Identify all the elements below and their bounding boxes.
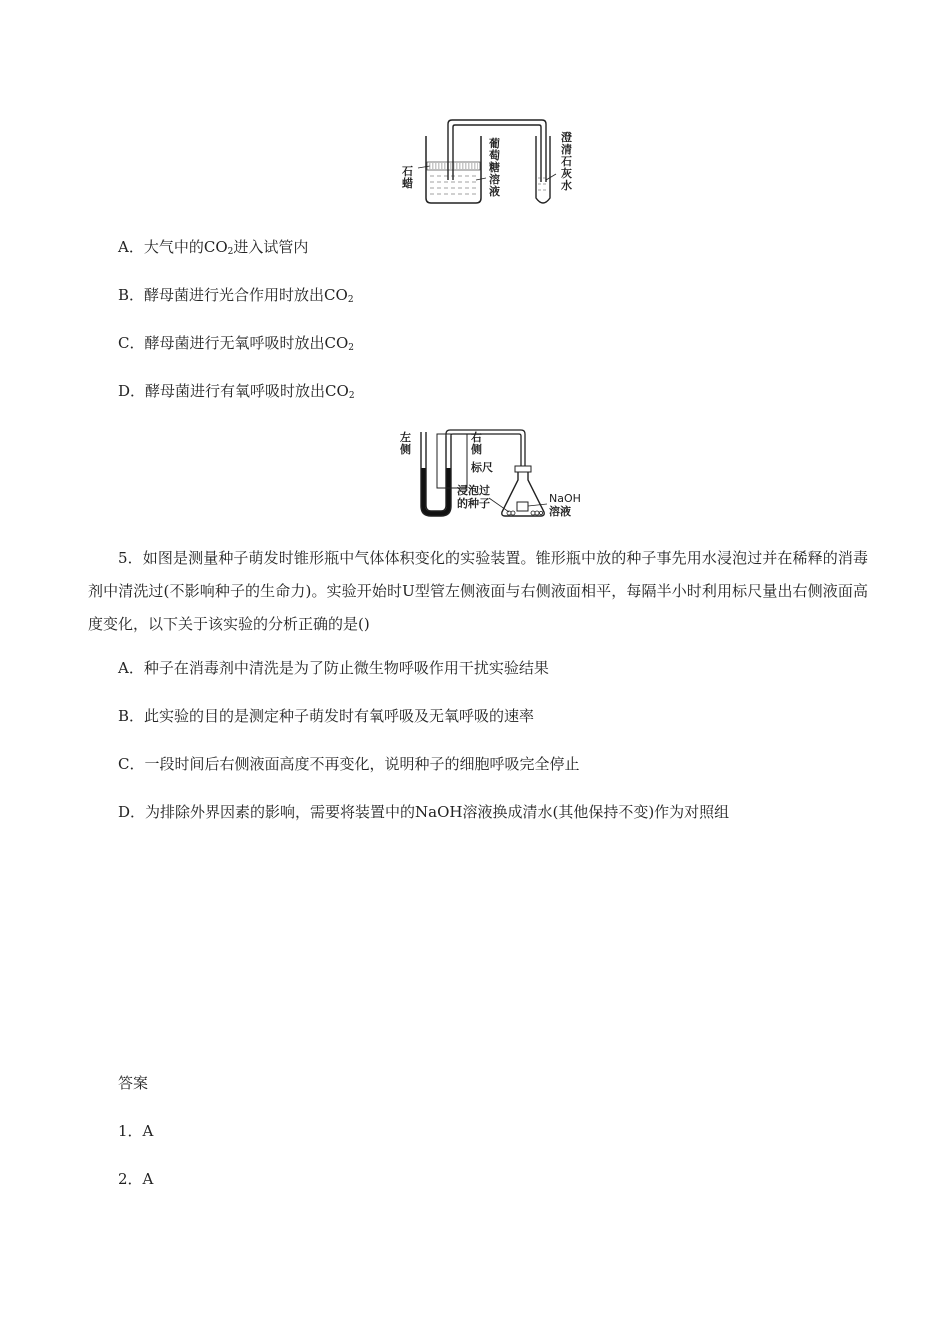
option-letter: B． <box>118 286 145 304</box>
label-right-side: 右侧 <box>471 431 482 456</box>
subscript: 2 <box>348 343 354 353</box>
option-text-tail: 进入试管内 <box>233 238 309 256</box>
answer-item-2: 2．A <box>118 1170 154 1188</box>
q5-stem: 5．如图是测量种子萌发时锥形瓶中气体体积变化的实验装置。锥形瓶中放的种子事先用水浸泡过并在稀释的消毒剂中清洗过(不影响种子的生命力)。实验开始时U型管左侧液面与右侧液面相平，每隔半小时利用标尺量出右侧液面高度变化，以下关于该实验的分析正确的是() <box>88 549 868 633</box>
label-naoh-line2: 溶液 <box>549 505 571 518</box>
q5-option-c: C．一段时间后右侧液面高度不再变化，说明种子的细胞呼吸完全停止 <box>118 755 580 773</box>
option-text: 酵母菌进行无氧呼吸时放出CO <box>144 334 349 352</box>
option-letter: D． <box>118 382 146 400</box>
answers-heading: 答案 <box>118 1074 149 1092</box>
figure-yeast-apparatus <box>396 118 586 210</box>
label-soaked-seeds <box>457 484 490 510</box>
option-letter: C． <box>118 334 145 352</box>
option-text: 酵母菌进行有氧呼吸时放出CO <box>145 382 349 400</box>
option-text: 酵母菌进行光合作用时放出CO <box>144 286 348 304</box>
subscript: 2 <box>227 247 234 257</box>
label-ruler: 标尺 <box>471 461 493 474</box>
q4-option-a <box>118 237 308 262</box>
label-left-side: 左侧 <box>400 431 411 456</box>
subscript: 2 <box>348 391 355 401</box>
q5-option-a: A．种子在消毒剂中清洗是为了防止微生物呼吸作用干扰实验结果 <box>118 659 549 677</box>
label-naoh-solution <box>549 492 581 518</box>
label-seeds-line1: 浸泡过 <box>457 484 490 497</box>
option-text: 大气中的CO <box>143 238 228 256</box>
answer-item-1: 1．A <box>118 1122 154 1140</box>
q5-option-d: D．为排除外界因素的影响，需要将装置中的NaOH溶液换成清水(其他保持不变)作为对照组 <box>118 803 730 821</box>
q5-option-b: B．此实验的目的是测定种子萌发时有氧呼吸及无氧呼吸的速率 <box>118 707 535 725</box>
label-seeds-line2: 的种子 <box>457 497 490 510</box>
label-paraffin: 石蜡 <box>402 165 413 190</box>
label-glucose-solution: 葡萄糖溶液 <box>489 137 500 198</box>
option-letter: A． <box>118 238 144 256</box>
subscript: 2 <box>347 295 354 305</box>
label-limewater: 澄清石灰水 <box>561 131 572 192</box>
figure-seed-apparatus <box>395 428 590 520</box>
q4-option-c <box>118 333 354 358</box>
q4-option-b <box>118 285 354 310</box>
q4-option-d <box>118 381 355 406</box>
label-naoh-line1: NaOH <box>549 492 581 505</box>
